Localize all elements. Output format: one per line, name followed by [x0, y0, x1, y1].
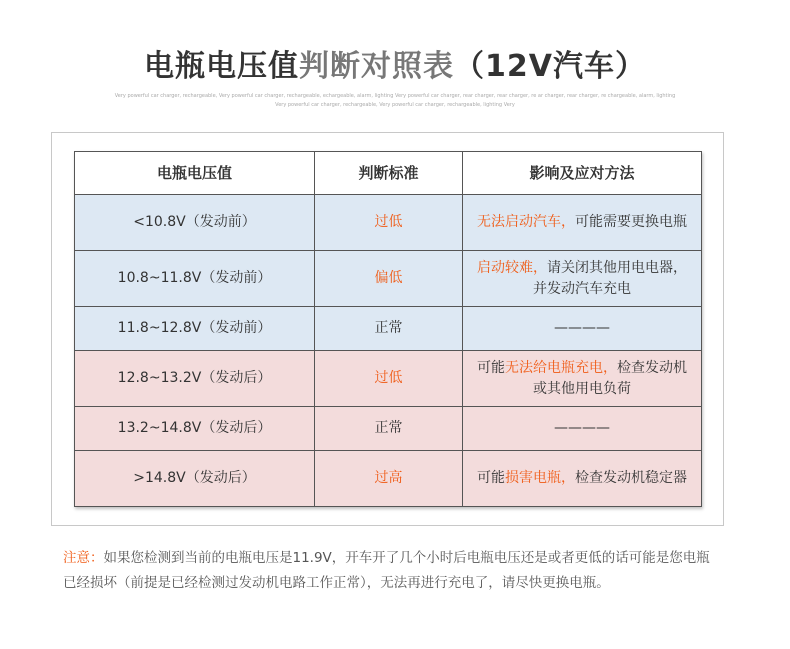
table-row	[75, 251, 702, 307]
page-title	[0, 45, 790, 89]
header-voltage: 电瓶电压值	[75, 152, 315, 195]
status-cell: 正常	[315, 407, 463, 451]
note-text: 如果您检测到当前的电瓶电压是11.9V，开车开了几个小时后电瓶电压还是或者更低的话可能是您电瓶已经损坏（前提是已经检测过发动机电路工作正常），无法再进行充电了，请尽快更换电瓶。	[63, 550, 710, 591]
effect-cell: 可能损害电瓶，检查发动机稳定器	[463, 451, 702, 507]
status-cell: 过低	[315, 351, 463, 407]
table-row	[75, 351, 702, 407]
title-part-2: 判断对照表	[299, 49, 455, 84]
voltage-cell: >14.8V（发动后）	[75, 451, 315, 507]
voltage-cell: 10.8~11.8V（发动前）	[75, 251, 315, 307]
status-cell: 偏低	[315, 251, 463, 307]
voltage-cell: 12.8~13.2V（发动后）	[75, 351, 315, 407]
subtitle-line-2: Very powerful car charger, rechargeable, Very powerful car charger, rechargeable, lighting Very	[275, 102, 515, 108]
effect-highlight: 无法给电瓶充电，	[505, 359, 617, 376]
subtitle-line-1: Very powerful car charger, rechargeable, Very powerful car charger, rechargeable, echargeable, alarm, lighting Very powerful car charger, rear charger, rear charger, re ar charger, rear charger, re chargeable, alarm, lighting	[114, 93, 676, 99]
table-row	[75, 451, 702, 507]
status-cell: 正常	[315, 307, 463, 351]
note-label: 注意：	[63, 550, 104, 566]
voltage-cell: <10.8V（发动前）	[75, 195, 315, 251]
table-row	[75, 407, 702, 451]
title-part-3: （12V汽车）	[454, 49, 646, 84]
effect-highlight: 启动较难，	[477, 259, 547, 276]
effect-highlight: 损害电瓶，	[505, 470, 575, 486]
status-cell: 过低	[315, 195, 463, 251]
table-header-row	[75, 152, 702, 195]
title-part-1: 电瓶电压值	[144, 49, 300, 84]
voltage-cell: 11.8~12.8V（发动前）	[75, 307, 315, 351]
effect-cell: 启动较难，请关闭其他用电电器，并发动汽车充电	[463, 251, 702, 307]
header-status: 判断标准	[315, 152, 463, 195]
note-paragraph	[63, 546, 723, 596]
voltage-cell: 13.2~14.8V（发动后）	[75, 407, 315, 451]
effect-cell: 无法启动汽车，可能需要更换电瓶	[463, 195, 702, 251]
header-effect: 影响及应对方法	[463, 152, 702, 195]
table-row	[75, 195, 702, 251]
effect-cell: ————	[463, 407, 702, 451]
effect-cell: ————	[463, 307, 702, 351]
effect-cell: 可能无法给电瓶充电，检查发动机或其他用电负荷	[463, 351, 702, 407]
voltage-table	[74, 151, 702, 507]
status-cell: 过高	[315, 451, 463, 507]
table-row	[75, 307, 702, 351]
effect-highlight: 无法启动汽车，	[477, 214, 575, 230]
